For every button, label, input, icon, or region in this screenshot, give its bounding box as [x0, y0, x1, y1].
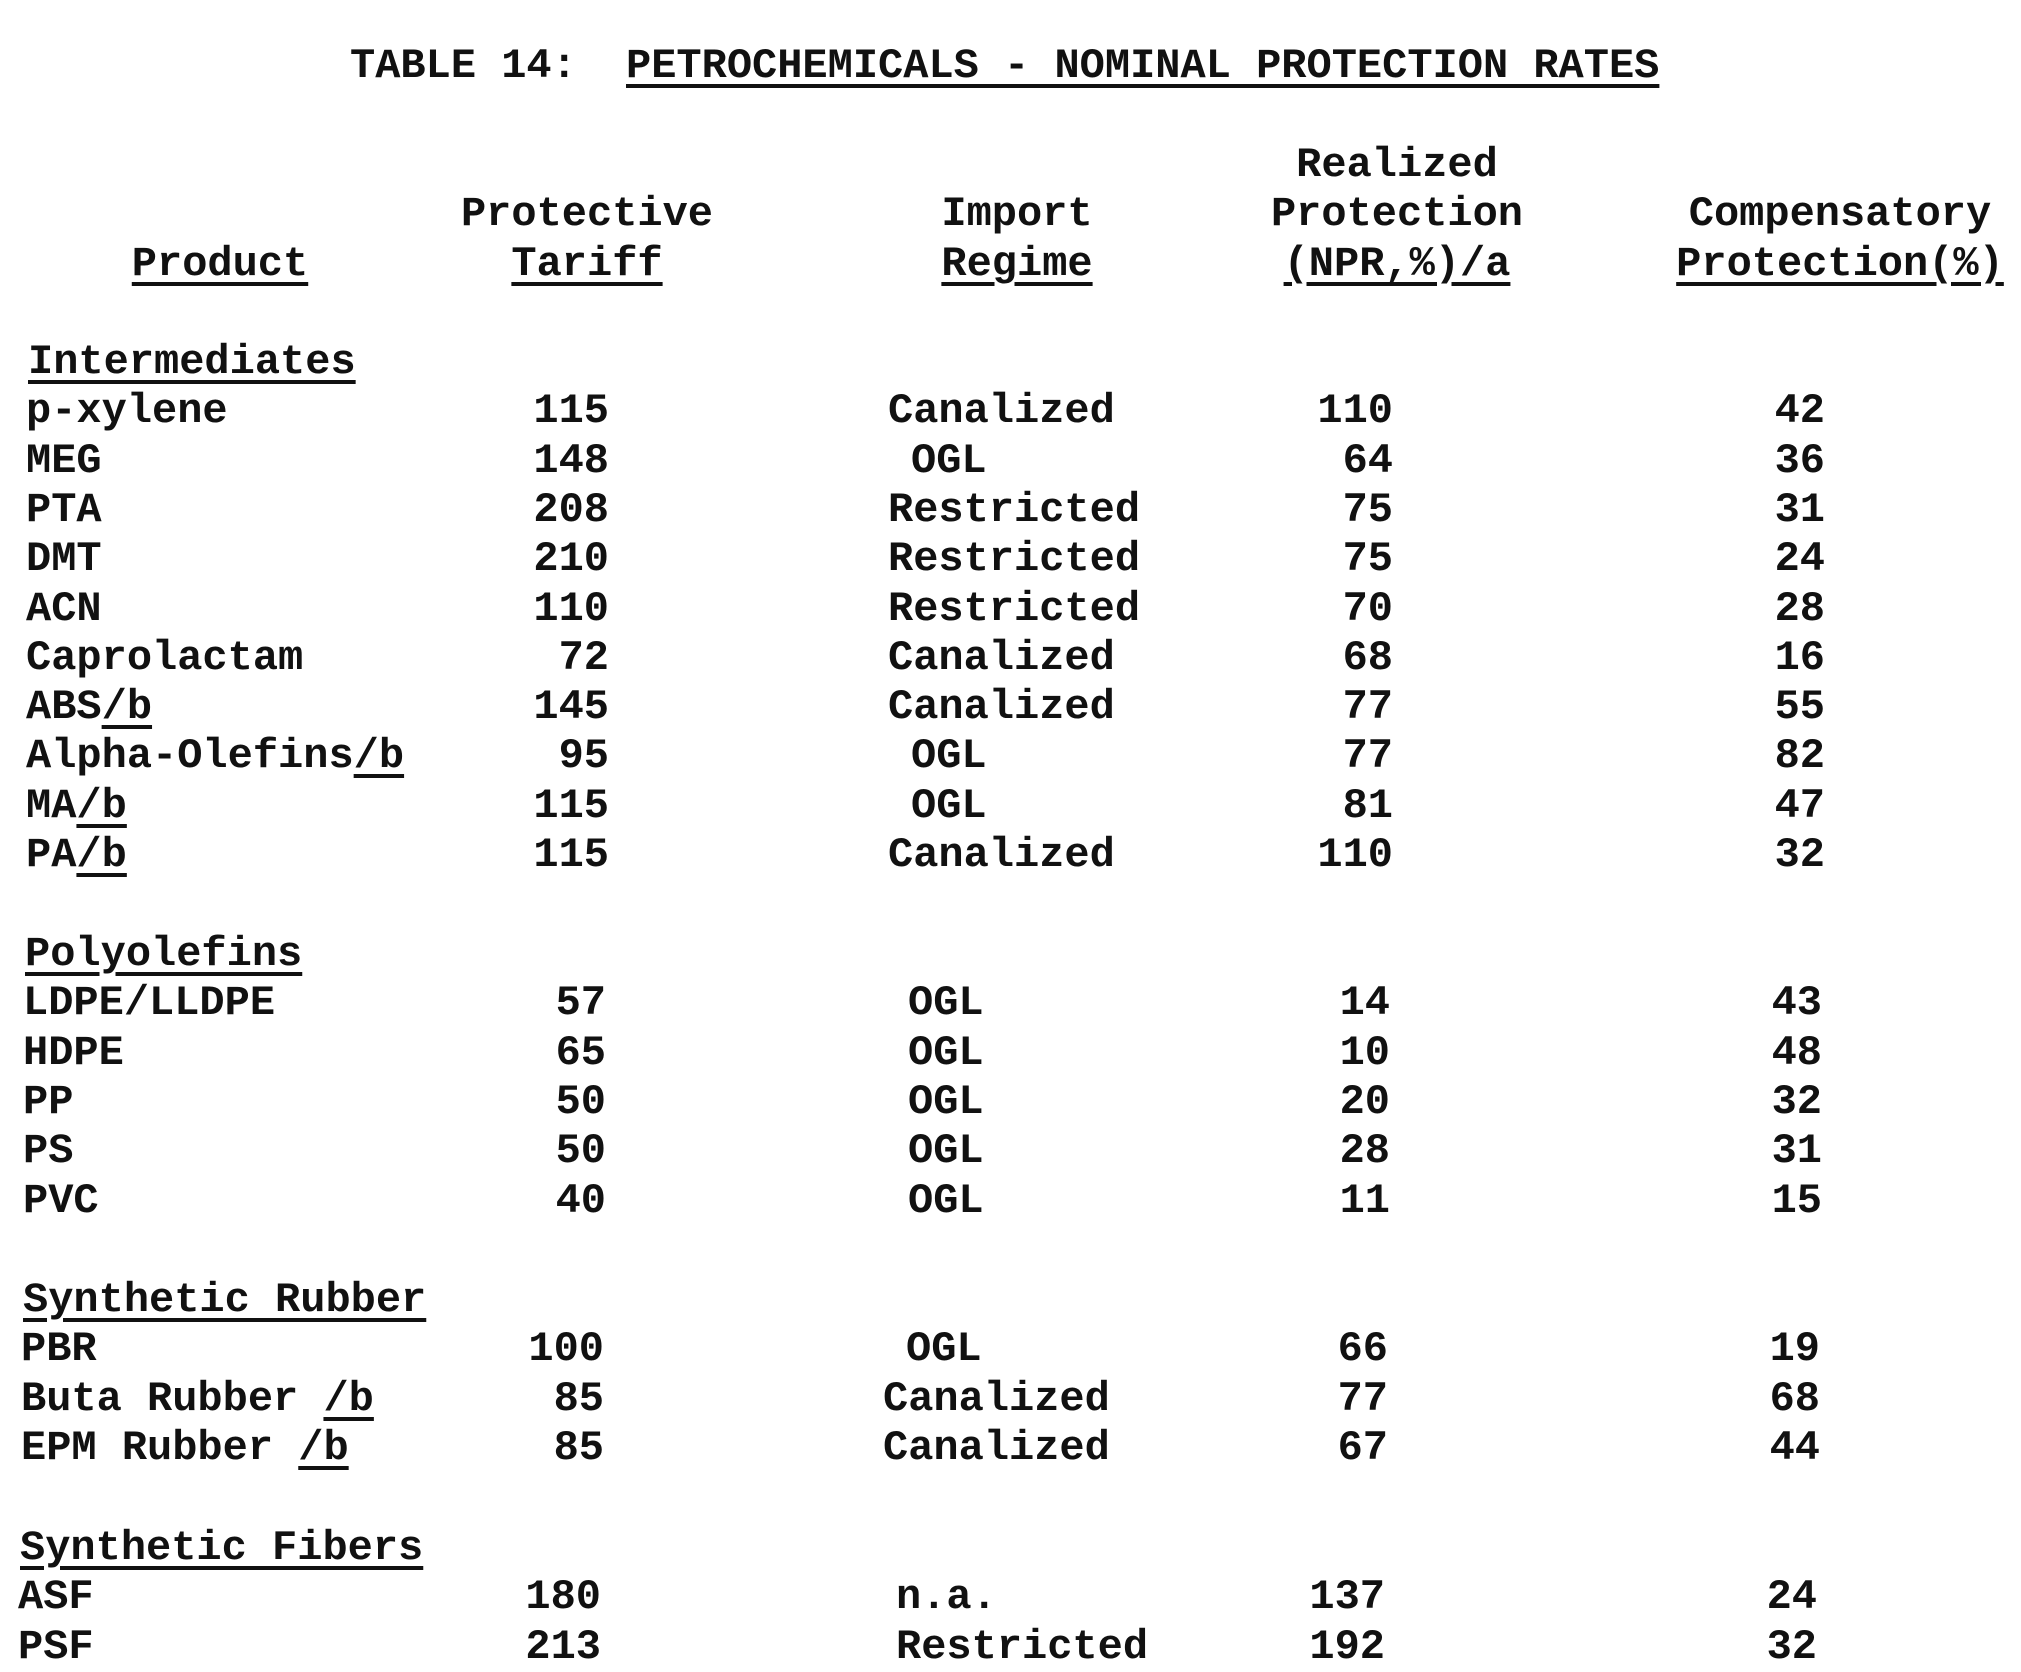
footnote-ref: /b [298, 1423, 349, 1472]
npr-cell: 192 [1309, 1622, 1385, 1671]
footnote-ref: /b [76, 781, 127, 830]
regime-cell: Canalized [883, 1374, 1110, 1423]
regime-cell: OGL [908, 1077, 984, 1126]
npr-cell: 68 [1342, 633, 1393, 682]
group-heading: Synthetic Fibers [20, 1524, 424, 1572]
regime-cell: OGL [908, 1028, 984, 1077]
product-name: PP [23, 1077, 74, 1126]
product-name: MA [26, 781, 77, 830]
tariff-cell: 40 [555, 1176, 606, 1225]
comp-cell: 48 [1771, 1028, 1822, 1077]
comp-cell: 42 [1774, 387, 1825, 436]
regime-cell: OGL [911, 732, 987, 781]
regime-cell: OGL [908, 1127, 984, 1176]
comp-cell: 36 [1774, 436, 1825, 485]
comp-cell: 16 [1774, 633, 1825, 682]
table-title: PETROCHEMICALS - NOMINAL PROTECTION RATES [626, 42, 1660, 90]
product-name: MEG [26, 436, 102, 485]
product-name: PVC [23, 1176, 99, 1225]
product-cell [23, 1126, 73, 1176]
tariff-cell: 100 [528, 1325, 604, 1374]
tariff-cell: 50 [555, 1127, 606, 1176]
product-name: LDPE/LLDPE [23, 979, 276, 1028]
product-cell [23, 1176, 99, 1226]
product-cell [26, 682, 152, 732]
comp-cell: 44 [1769, 1423, 1820, 1472]
header-npr-line1: Realized [1296, 141, 1498, 189]
npr-cell: 70 [1342, 584, 1393, 633]
product-name: ABS [26, 683, 102, 732]
tariff-cell: 213 [525, 1622, 601, 1671]
regime-cell: OGL [906, 1325, 982, 1374]
header-product: Product [131, 240, 309, 288]
table-number: TABLE 14: [350, 42, 577, 90]
npr-cell: 137 [1309, 1573, 1385, 1622]
product-name: ACN [26, 584, 102, 633]
regime-cell: Restricted [888, 485, 1141, 534]
npr-cell: 110 [1317, 831, 1393, 879]
product-cell [26, 386, 228, 436]
product-cell [26, 633, 303, 683]
npr-cell: 11 [1339, 1176, 1390, 1225]
comp-cell: 43 [1771, 979, 1822, 1028]
product-name: PSF [18, 1622, 94, 1671]
product-cell [21, 1423, 349, 1473]
tariff-cell: 180 [525, 1573, 601, 1622]
npr-cell: 14 [1339, 979, 1390, 1028]
product-cell [26, 485, 102, 535]
footnote-ref: /b [76, 831, 127, 879]
footnote-ref: /b [353, 732, 405, 781]
product-name: PTA [26, 485, 102, 534]
product-cell [26, 731, 404, 781]
header-comp-line2: Protection(%) [1676, 240, 2004, 288]
product-cell [21, 1324, 97, 1374]
npr-cell: 10 [1339, 1028, 1390, 1077]
regime-cell: Restricted [888, 535, 1141, 584]
regime-cell: Restricted [896, 1622, 1149, 1671]
comp-cell: 55 [1774, 683, 1825, 732]
regime-cell: Canalized [888, 633, 1115, 682]
tariff-cell: 115 [533, 387, 609, 436]
tariff-cell: 208 [533, 485, 609, 534]
footnote-ref: /b [323, 1374, 374, 1423]
tariff-cell: 72 [558, 633, 609, 682]
comp-cell: 15 [1771, 1176, 1822, 1225]
product-cell [26, 436, 102, 486]
comp-cell: 82 [1774, 732, 1825, 781]
product-cell [26, 830, 127, 880]
product-name: EPM Rubber [21, 1423, 299, 1472]
regime-cell: Canalized [888, 683, 1115, 732]
tariff-cell: 148 [533, 436, 609, 485]
header-npr-line2: Protection [1270, 190, 1524, 238]
regime-cell: Restricted [888, 584, 1141, 633]
regime-cell: OGL [911, 436, 987, 485]
npr-cell: 67 [1337, 1423, 1388, 1472]
comp-cell: 32 [1774, 831, 1825, 879]
comp-cell: 24 [1766, 1573, 1817, 1622]
header-tariff-line1: Protective [460, 190, 714, 238]
group-heading: Polyolefins [25, 930, 303, 978]
product-cell [23, 978, 275, 1028]
footnote-ref: /b [101, 683, 153, 732]
npr-cell: 81 [1342, 781, 1393, 830]
npr-cell: 77 [1342, 683, 1393, 732]
npr-cell: 28 [1339, 1127, 1390, 1176]
product-name: PA [26, 831, 77, 879]
tariff-cell: 65 [555, 1028, 606, 1077]
product-name: HDPE [23, 1028, 124, 1077]
comp-cell: 19 [1769, 1325, 1820, 1374]
comp-cell: 31 [1771, 1127, 1822, 1176]
npr-cell: 75 [1342, 535, 1393, 584]
comp-cell: 31 [1774, 485, 1825, 534]
tariff-cell: 85 [553, 1423, 604, 1472]
tariff-cell: 95 [558, 732, 609, 781]
npr-cell: 66 [1337, 1325, 1388, 1374]
product-cell [26, 534, 102, 584]
product-cell [18, 1572, 94, 1622]
regime-cell: Canalized [888, 831, 1115, 879]
header-comp-line1: Compensatory [1688, 190, 1992, 238]
regime-cell: OGL [908, 1176, 984, 1225]
regime-cell: n.a. [896, 1573, 997, 1622]
npr-cell: 75 [1342, 485, 1393, 534]
tariff-cell: 57 [555, 979, 606, 1028]
product-name: Buta Rubber [21, 1374, 324, 1423]
comp-cell: 28 [1774, 584, 1825, 633]
regime-cell: Canalized [883, 1423, 1110, 1472]
product-cell [23, 1077, 73, 1127]
tariff-cell: 110 [533, 584, 609, 633]
product-name: DMT [26, 535, 102, 584]
product-cell [23, 1028, 124, 1078]
comp-cell: 68 [1769, 1374, 1820, 1423]
comp-cell: 24 [1774, 535, 1825, 584]
regime-cell: OGL [911, 781, 987, 830]
npr-cell: 64 [1342, 436, 1393, 485]
regime-cell: Canalized [888, 387, 1115, 436]
npr-cell: 110 [1317, 387, 1393, 436]
tariff-cell: 50 [555, 1077, 606, 1126]
tariff-cell: 115 [533, 831, 609, 879]
product-cell [26, 781, 127, 831]
product-cell [26, 584, 102, 634]
npr-cell: 20 [1339, 1077, 1390, 1126]
product-name: Alpha-Olefins [26, 732, 354, 781]
comp-cell: 32 [1771, 1077, 1822, 1126]
product-name: PS [23, 1127, 74, 1176]
group-heading: Synthetic Rubber [23, 1276, 427, 1324]
product-name: p-xylene [26, 387, 228, 436]
comp-cell: 47 [1774, 781, 1825, 830]
header-tariff-line2: Tariff [511, 240, 663, 288]
npr-cell: 77 [1342, 732, 1393, 781]
product-cell [21, 1374, 374, 1424]
tariff-cell: 85 [553, 1374, 604, 1423]
header-regime-line1: Import [941, 190, 1093, 238]
header-npr-line3: (NPR,%)/a [1283, 240, 1511, 288]
group-heading: Intermediates [28, 338, 356, 386]
comp-cell: 32 [1766, 1622, 1817, 1671]
tariff-cell: 115 [533, 781, 609, 830]
regime-cell: OGL [908, 979, 984, 1028]
product-name: PBR [21, 1325, 97, 1374]
product-name: Caprolactam [26, 633, 304, 682]
header-regime-line2: Regime [941, 240, 1093, 288]
product-name: ASF [18, 1573, 94, 1622]
npr-cell: 77 [1337, 1374, 1388, 1423]
tariff-cell: 210 [533, 535, 609, 584]
tariff-cell: 145 [533, 683, 609, 732]
product-cell [18, 1622, 94, 1672]
